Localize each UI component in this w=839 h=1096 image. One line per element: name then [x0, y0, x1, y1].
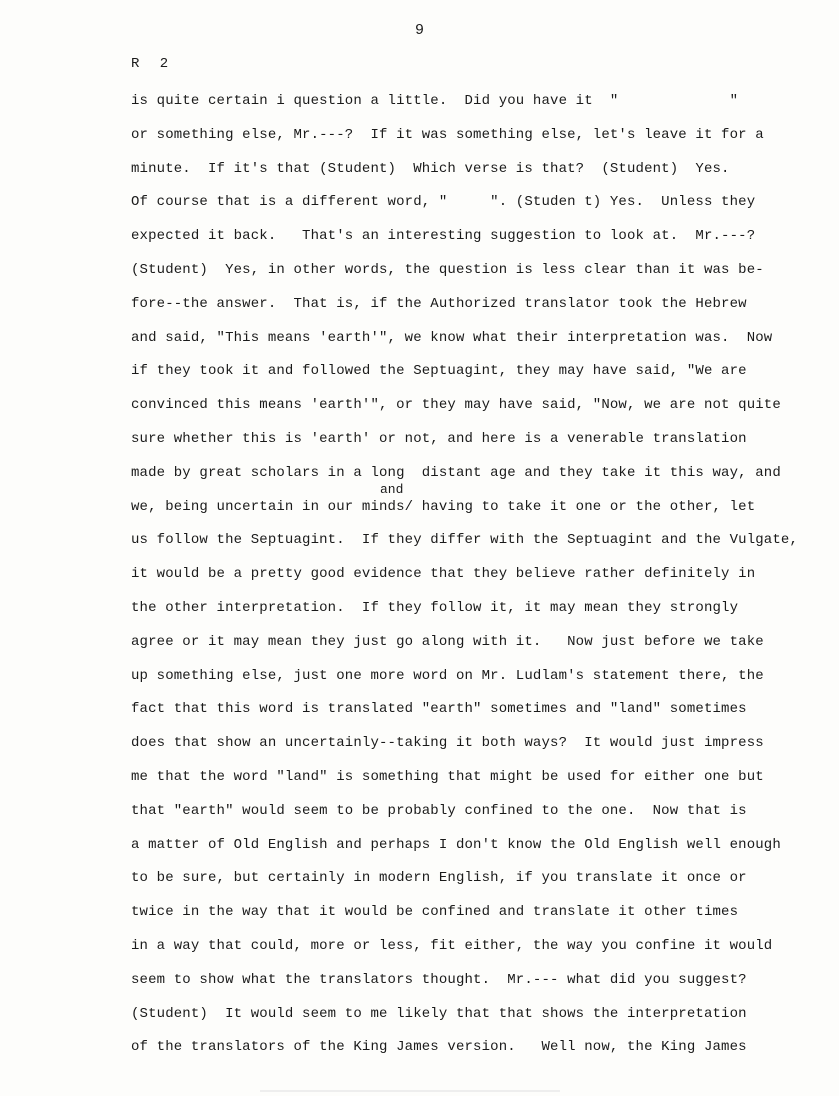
- handwritten-insertion: and: [380, 482, 404, 497]
- text-line: us follow the Septuagint. If they differ with the Septuagint and the Vulgate,: [131, 532, 799, 549]
- text-line: minute. If it's that (Student) Which verse is that? (Student) Yes.: [131, 160, 730, 177]
- text-line: up something else, just one more word on Mr. Ludlam's statement there, the: [131, 667, 764, 684]
- text-line: fore--the answer. That is, if the Authorized translator took the Hebrew: [131, 295, 747, 312]
- text-line: expected it back. That's an interesting suggestion to look at. Mr.---?: [131, 228, 756, 245]
- text-line: or something else, Mr.---? If it was something else, let's leave it for a: [131, 126, 764, 143]
- text-line: me that the word "land" is something that might be used for either one but: [131, 768, 764, 785]
- text-line: and said, "This means 'earth'", we know what their interpretation was. Now: [131, 329, 773, 346]
- transcript-body: [131, 90, 821, 1070]
- reference-label: R 2: [131, 56, 169, 72]
- text-line: convinced this means 'earth'", or they may have said, "Now, we are not quite: [131, 397, 781, 414]
- text-line: Of course that is a different word, " ". (Studen t) Yes. Unless they: [131, 194, 756, 211]
- text-line: seem to show what the translators thought. Mr.--- what did you suggest?: [131, 971, 747, 988]
- text-line: to be sure, but certainly in modern English, if you translate it once or: [131, 870, 747, 887]
- text-line: a matter of Old English and perhaps I don't know the Old English well enough: [131, 836, 781, 853]
- text-line: (Student) It would seem to me likely that that shows the interpretation: [131, 1005, 747, 1022]
- text-line: twice in the way that it would be confined and translate it other times: [131, 904, 739, 921]
- text-line: in a way that could, more or less, fit either, the way you confine it would: [131, 937, 773, 954]
- text-line: sure whether this is 'earth' or not, and here is a venerable translation: [131, 430, 747, 447]
- text-line: the other interpretation. If they follow it, it may mean they strongly: [131, 599, 739, 616]
- text-line: that "earth" would seem to be probably confined to the one. Now that is: [131, 802, 747, 819]
- text-line: we, being uncertain in our minds/ having to take it one or the other, let: [131, 498, 756, 515]
- text-line: it would be a pretty good evidence that they believe rather definitely in: [131, 566, 756, 583]
- text-line: if they took it and followed the Septuagint, they may have said, "We are: [131, 363, 747, 380]
- text-line: does that show an uncertainly--taking it both ways? It would just impress: [131, 735, 764, 752]
- text-line: (Student) Yes, in other words, the question is less clear than it was be-: [131, 261, 764, 278]
- text-line: made by great scholars in a long distant age and they take it this way, and: [131, 464, 781, 481]
- scan-smudge: [260, 1090, 560, 1092]
- text-line: of the translators of the King James version. Well now, the King James: [131, 1039, 747, 1056]
- text-line: fact that this word is translated "earth" sometimes and "land" sometimes: [131, 701, 747, 718]
- text-line: is quite certain i question a little. Did you have it " ": [131, 93, 739, 109]
- text-line: agree or it may mean they just go along with it. Now just before we take: [131, 633, 764, 650]
- page-number: 9: [414, 22, 424, 39]
